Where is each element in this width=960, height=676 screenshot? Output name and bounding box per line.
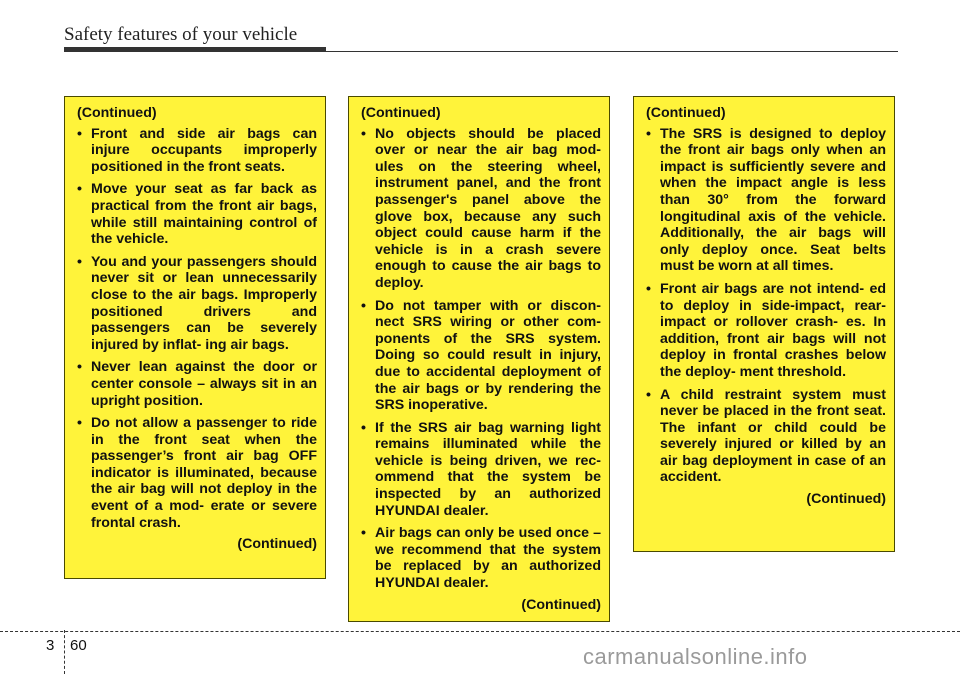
bullet-icon: • (361, 125, 366, 142)
continued-footer: (Continued) (521, 596, 601, 613)
list-item (77, 359, 317, 409)
list-item-text: Front and side air bags can injure occupants improperly positioned in the front seats. (91, 125, 317, 175)
watermark-text: carmanualsonline.info (583, 644, 808, 669)
list-item-text: Do not allow a passenger to ride in the front seat when the passenger’s front air bag OFF indicator is illuminated, because the air bag will not deploy in the event of a mod- erate or severe frontal crash. (91, 415, 317, 531)
list-item (646, 387, 886, 487)
bullet-icon: • (77, 181, 82, 198)
list-item (646, 126, 886, 275)
bullet-icon: • (646, 125, 651, 142)
bullet-icon: • (361, 525, 366, 542)
continued-footer: (Continued) (806, 491, 886, 508)
bullet-icon: • (77, 253, 82, 270)
continued-heading: (Continued) (646, 105, 726, 121)
page-number: 60 (70, 637, 87, 654)
bullet-icon: • (361, 297, 366, 314)
caution-box-1 (64, 96, 326, 579)
bullet-icon: • (77, 415, 82, 432)
bullet-list (77, 126, 317, 532)
bullet-list (646, 126, 886, 486)
chapter-number: 3 (46, 637, 55, 654)
list-item-text: Move your seat as far back as practical from the front air bags, while still maintaining control of the vehicle. (91, 181, 317, 248)
bullet-list (361, 126, 601, 592)
list-item (361, 420, 601, 520)
list-item (77, 254, 317, 354)
page-header-title: Safety features of your vehicle (64, 24, 298, 45)
bullet-icon: • (361, 419, 366, 436)
footer-dashed-divider (64, 630, 65, 674)
list-item (77, 126, 317, 176)
list-item-text: Front air bags are not intend- ed to deploy in side-impact, rear-impact or rollover crash- es. In addition, front air bags will not deploy in frontal crashes below the deploy- ment threshold. (660, 280, 886, 380)
header-rule (64, 51, 898, 52)
list-item-text: A child restraint system must never be placed in the front seat. The infant or child could be severely injured or killed by an air bag deployment in case of an accident. (660, 386, 886, 486)
bullet-icon: • (646, 280, 651, 297)
list-item-text: You and your passengers should never sit or lean unnecessarily close to the air bags. Improperly positioned drivers and passengers can be severely injured by inflat- ing air bags. (91, 253, 317, 353)
list-item (361, 525, 601, 591)
list-item-text: Do not tamper with or discon- nect SRS wiring or other com- ponents of the SRS system. Doing so could result in injury, due to accidental deployment of the air bags or by rendering the SRS inoperative. (375, 297, 601, 414)
list-item (77, 181, 317, 247)
continued-footer: (Continued) (237, 536, 317, 553)
list-item (361, 126, 601, 292)
bullet-icon: • (77, 359, 82, 376)
list-item (646, 281, 886, 381)
list-item (77, 415, 317, 531)
list-item-text: Air bags can only be used once – we recommend that the system be replaced by an authorized HYUNDAI dealer. (375, 525, 601, 592)
continued-heading: (Continued) (361, 105, 441, 121)
list-item-text: If the SRS air bag warning light remains illuminated while the vehicle is being driven, we rec- ommend that the system be inspected by an authorized HYUNDAI dealer. (375, 419, 601, 519)
caution-box-3 (633, 96, 895, 552)
list-item-text: Never lean against the door or center console – always sit in an upright position. (91, 359, 317, 409)
list-item-text: The SRS is designed to deploy the front air bags only when an impact is sufficiently severe and when the impact angle is less than 30° from the forward longitudinal axis of the vehicle. Additionally, the air bags will only deploy once. Seat belts must be worn at all times. (660, 125, 886, 275)
list-item-text: No objects should be placed over or near the air bag mod- ules on the steering wheel, instrument panel, and the front passenger's panel above the glove box, because any such object could cause harm if the vehicle is in a crash severe enough to cause the air bags to deploy. (375, 125, 601, 291)
footer-dashed-rule (0, 631, 960, 632)
bullet-icon: • (77, 125, 82, 142)
caution-box-2 (348, 96, 610, 622)
list-item (361, 298, 601, 414)
continued-heading: (Continued) (77, 105, 157, 121)
bullet-icon: • (646, 386, 651, 403)
